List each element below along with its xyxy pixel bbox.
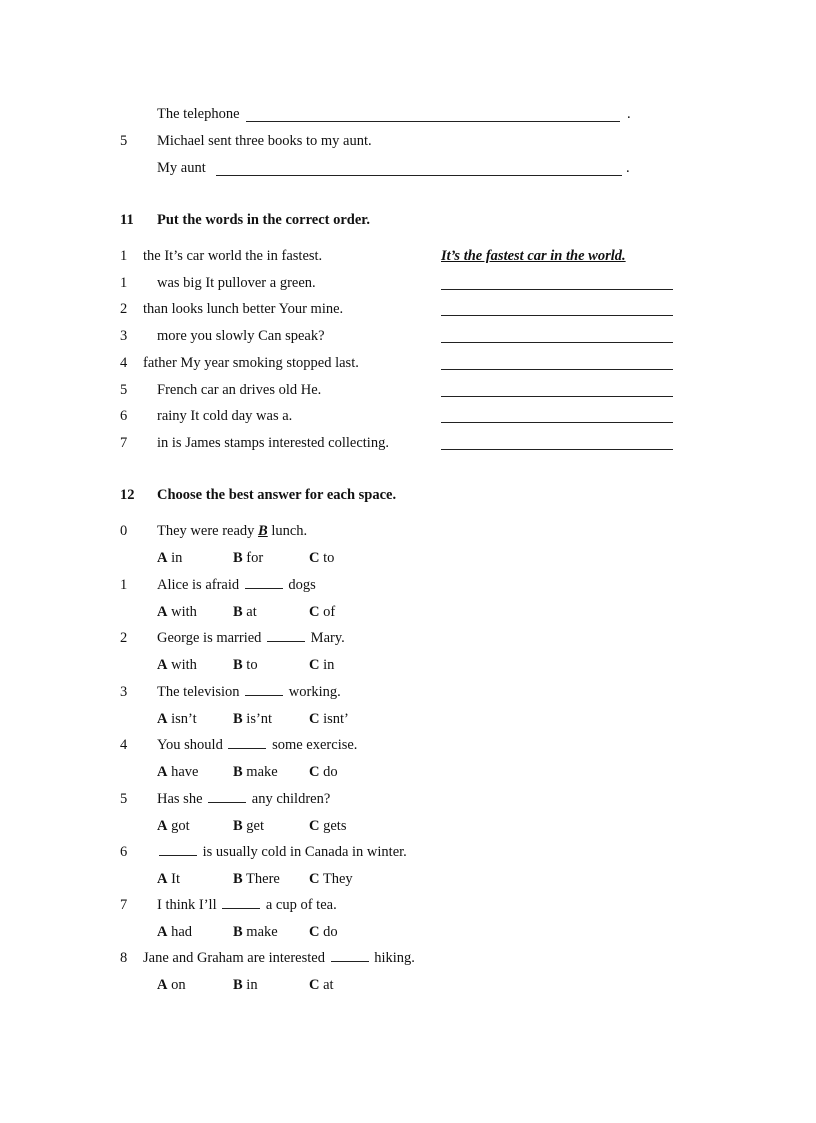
scrambled-words: French car an drives old He. bbox=[157, 382, 322, 398]
option-text: for bbox=[246, 550, 264, 566]
scrambled-words: rainy It cold day was a. bbox=[157, 408, 293, 424]
question-stem bbox=[157, 522, 307, 540]
answer-blank[interactable] bbox=[245, 576, 283, 589]
option-text: get bbox=[246, 818, 265, 834]
option-a[interactable] bbox=[157, 603, 197, 621]
answer-blank[interactable] bbox=[228, 736, 266, 749]
answer-line[interactable] bbox=[246, 121, 620, 122]
stem-after: working. bbox=[288, 684, 341, 700]
item-number: 2 bbox=[120, 301, 128, 317]
answer-blank[interactable] bbox=[331, 949, 369, 962]
scrambled-words: than looks lunch better Your mine. bbox=[143, 301, 344, 317]
example-scrambled: the It’s car world the in fastest. bbox=[143, 248, 323, 264]
scrambled-words: was big It pullover a green. bbox=[157, 275, 316, 291]
question-number: 6 bbox=[120, 844, 128, 860]
option-text: got bbox=[171, 818, 190, 834]
option-letter: B bbox=[233, 977, 243, 993]
question-sentence: Michael sent three books to my aunt. bbox=[157, 133, 372, 149]
option-text: make bbox=[246, 764, 278, 780]
stem-before: The television bbox=[157, 684, 244, 700]
option-letter: C bbox=[309, 924, 320, 940]
option-letter: B bbox=[233, 604, 243, 620]
scrambled-words: more you slowly Can speak? bbox=[157, 328, 325, 344]
answer-line[interactable] bbox=[441, 315, 673, 316]
option-letter: A bbox=[157, 711, 168, 727]
option-text: with bbox=[171, 604, 197, 620]
section-title: Choose the best answer for each space. bbox=[157, 487, 397, 503]
option-b[interactable] bbox=[233, 817, 264, 835]
answer-blank[interactable] bbox=[222, 896, 260, 909]
option-a[interactable] bbox=[157, 549, 182, 567]
option-b[interactable] bbox=[233, 923, 278, 941]
option-letter: A bbox=[157, 764, 168, 780]
item-number: 1 bbox=[120, 275, 128, 291]
option-b[interactable] bbox=[233, 870, 280, 888]
option-b[interactable] bbox=[233, 603, 257, 621]
option-letter: C bbox=[309, 871, 320, 887]
stem-after: any children? bbox=[251, 791, 331, 807]
question-number: 5 bbox=[120, 791, 128, 807]
option-a[interactable] bbox=[157, 923, 192, 941]
option-letter: B bbox=[233, 550, 243, 566]
option-text: is’nt bbox=[246, 711, 273, 727]
question-number: 4 bbox=[120, 737, 128, 753]
question-number: 8 bbox=[120, 950, 128, 966]
option-c[interactable] bbox=[309, 923, 338, 941]
option-letter: C bbox=[309, 764, 320, 780]
section-number: 11 bbox=[120, 212, 134, 228]
answer-blank[interactable] bbox=[267, 629, 305, 642]
option-text: make bbox=[246, 924, 278, 940]
answer-line[interactable] bbox=[441, 422, 673, 423]
option-c[interactable] bbox=[309, 710, 349, 728]
scrambled-words: father My year smoking stopped last. bbox=[143, 355, 359, 371]
option-a[interactable] bbox=[157, 656, 197, 674]
option-text: in bbox=[323, 657, 335, 673]
option-c[interactable] bbox=[309, 870, 353, 888]
stem-after: lunch. bbox=[271, 523, 308, 539]
question-number: 0 bbox=[120, 523, 128, 539]
line-end-period: . bbox=[626, 160, 630, 176]
option-a[interactable] bbox=[157, 870, 180, 888]
answer-line[interactable] bbox=[441, 342, 673, 343]
option-text: with bbox=[171, 657, 197, 673]
stem-before: You should bbox=[157, 737, 227, 753]
section-title: Put the words in the correct order. bbox=[157, 212, 371, 228]
option-text: have bbox=[171, 764, 199, 780]
example-answer: It’s the fastest car in the world. bbox=[441, 248, 626, 264]
rewrite-prefix: My aunt bbox=[157, 160, 206, 176]
stem-before: I think I’ll bbox=[157, 897, 221, 913]
answer-line[interactable] bbox=[216, 175, 622, 176]
stem-before: They were ready bbox=[157, 523, 259, 539]
option-text: in bbox=[246, 977, 258, 993]
question-number: 5 bbox=[120, 133, 128, 149]
option-text: to bbox=[246, 657, 258, 673]
option-c[interactable] bbox=[309, 549, 334, 567]
option-c[interactable] bbox=[309, 763, 338, 781]
option-text: gets bbox=[323, 818, 347, 834]
option-text: isnt’ bbox=[323, 711, 349, 727]
option-c[interactable] bbox=[309, 817, 346, 835]
item-number: 4 bbox=[120, 355, 128, 371]
question-number: 1 bbox=[120, 577, 128, 593]
question-stem bbox=[157, 629, 345, 647]
stem-after: dogs bbox=[288, 577, 316, 593]
option-a[interactable] bbox=[157, 976, 186, 994]
stem-before: Jane and Graham are interested bbox=[143, 950, 329, 966]
option-c[interactable] bbox=[309, 603, 335, 621]
option-letter: B bbox=[233, 711, 243, 727]
stem-after: hiking. bbox=[374, 950, 415, 966]
example-answer: B bbox=[258, 523, 268, 539]
item-number: 7 bbox=[120, 435, 128, 451]
answer-blank[interactable] bbox=[245, 683, 283, 696]
stem-after: some exercise. bbox=[272, 737, 358, 753]
option-text: to bbox=[323, 550, 335, 566]
answer-line[interactable] bbox=[441, 369, 673, 370]
answer-line[interactable] bbox=[441, 449, 673, 450]
option-text: in bbox=[171, 550, 183, 566]
option-letter: B bbox=[233, 924, 243, 940]
stem-before: George is married bbox=[157, 630, 266, 646]
question-stem bbox=[157, 576, 316, 594]
stem-after: is usually cold in Canada in winter. bbox=[202, 844, 407, 860]
option-letter: A bbox=[157, 657, 168, 673]
question-stem bbox=[157, 683, 341, 701]
option-letter: C bbox=[309, 550, 320, 566]
option-letter: B bbox=[233, 657, 243, 673]
item-number: 3 bbox=[120, 328, 128, 344]
question-stem bbox=[157, 736, 357, 754]
question-number: 7 bbox=[120, 897, 128, 913]
question-stem bbox=[157, 790, 330, 808]
option-text: do bbox=[323, 764, 338, 780]
example-number: 1 bbox=[120, 248, 128, 264]
option-text: They bbox=[322, 871, 353, 887]
item-number: 6 bbox=[120, 408, 128, 424]
option-letter: A bbox=[157, 871, 168, 887]
answer-blank[interactable] bbox=[208, 790, 246, 803]
question-number: 2 bbox=[120, 630, 128, 646]
scrambled-words: in is James stamps interested collecting. bbox=[157, 435, 389, 451]
option-a[interactable] bbox=[157, 817, 190, 835]
answer-line[interactable] bbox=[441, 396, 673, 397]
option-text: do bbox=[323, 924, 338, 940]
option-letter: C bbox=[309, 604, 320, 620]
option-b[interactable] bbox=[233, 710, 272, 728]
option-letter: C bbox=[309, 657, 320, 673]
option-letter: C bbox=[309, 711, 320, 727]
option-letter: A bbox=[157, 550, 168, 566]
question-stem bbox=[157, 896, 337, 914]
line-end-period: . bbox=[627, 106, 631, 122]
stem-after: Mary. bbox=[310, 630, 345, 646]
question-number: 3 bbox=[120, 684, 128, 700]
option-letter: B bbox=[233, 871, 243, 887]
stem-before: Has she bbox=[157, 791, 207, 807]
stem-after: a cup of tea. bbox=[265, 897, 337, 913]
option-c[interactable] bbox=[309, 976, 334, 994]
option-b[interactable] bbox=[233, 763, 278, 781]
answer-blank[interactable] bbox=[159, 843, 197, 856]
answer-line[interactable] bbox=[441, 289, 673, 290]
option-text: isn’t bbox=[171, 711, 197, 727]
option-letter: A bbox=[157, 604, 168, 620]
option-letter: C bbox=[309, 818, 320, 834]
telephone-prefix: The telephone bbox=[157, 106, 240, 122]
option-letter: C bbox=[309, 977, 320, 993]
option-a[interactable] bbox=[157, 710, 197, 728]
option-text: of bbox=[323, 604, 336, 620]
option-b[interactable] bbox=[233, 549, 263, 567]
option-text: There bbox=[246, 871, 280, 887]
question-stem bbox=[143, 949, 415, 967]
item-number: 5 bbox=[120, 382, 128, 398]
option-c[interactable] bbox=[309, 656, 334, 674]
option-letter: A bbox=[157, 818, 168, 834]
option-text: It bbox=[171, 871, 180, 887]
option-letter: B bbox=[233, 764, 243, 780]
option-text: on bbox=[171, 977, 186, 993]
option-b[interactable] bbox=[233, 656, 258, 674]
option-text: had bbox=[171, 924, 193, 940]
option-letter: A bbox=[157, 977, 168, 993]
option-b[interactable] bbox=[233, 976, 258, 994]
question-stem bbox=[157, 843, 407, 861]
section-number: 12 bbox=[120, 487, 135, 503]
option-letter: A bbox=[157, 924, 168, 940]
option-text: at bbox=[246, 604, 257, 620]
option-a[interactable] bbox=[157, 763, 198, 781]
option-letter: B bbox=[233, 818, 243, 834]
stem-before: Alice is afraid bbox=[157, 577, 243, 593]
option-text: at bbox=[323, 977, 334, 993]
